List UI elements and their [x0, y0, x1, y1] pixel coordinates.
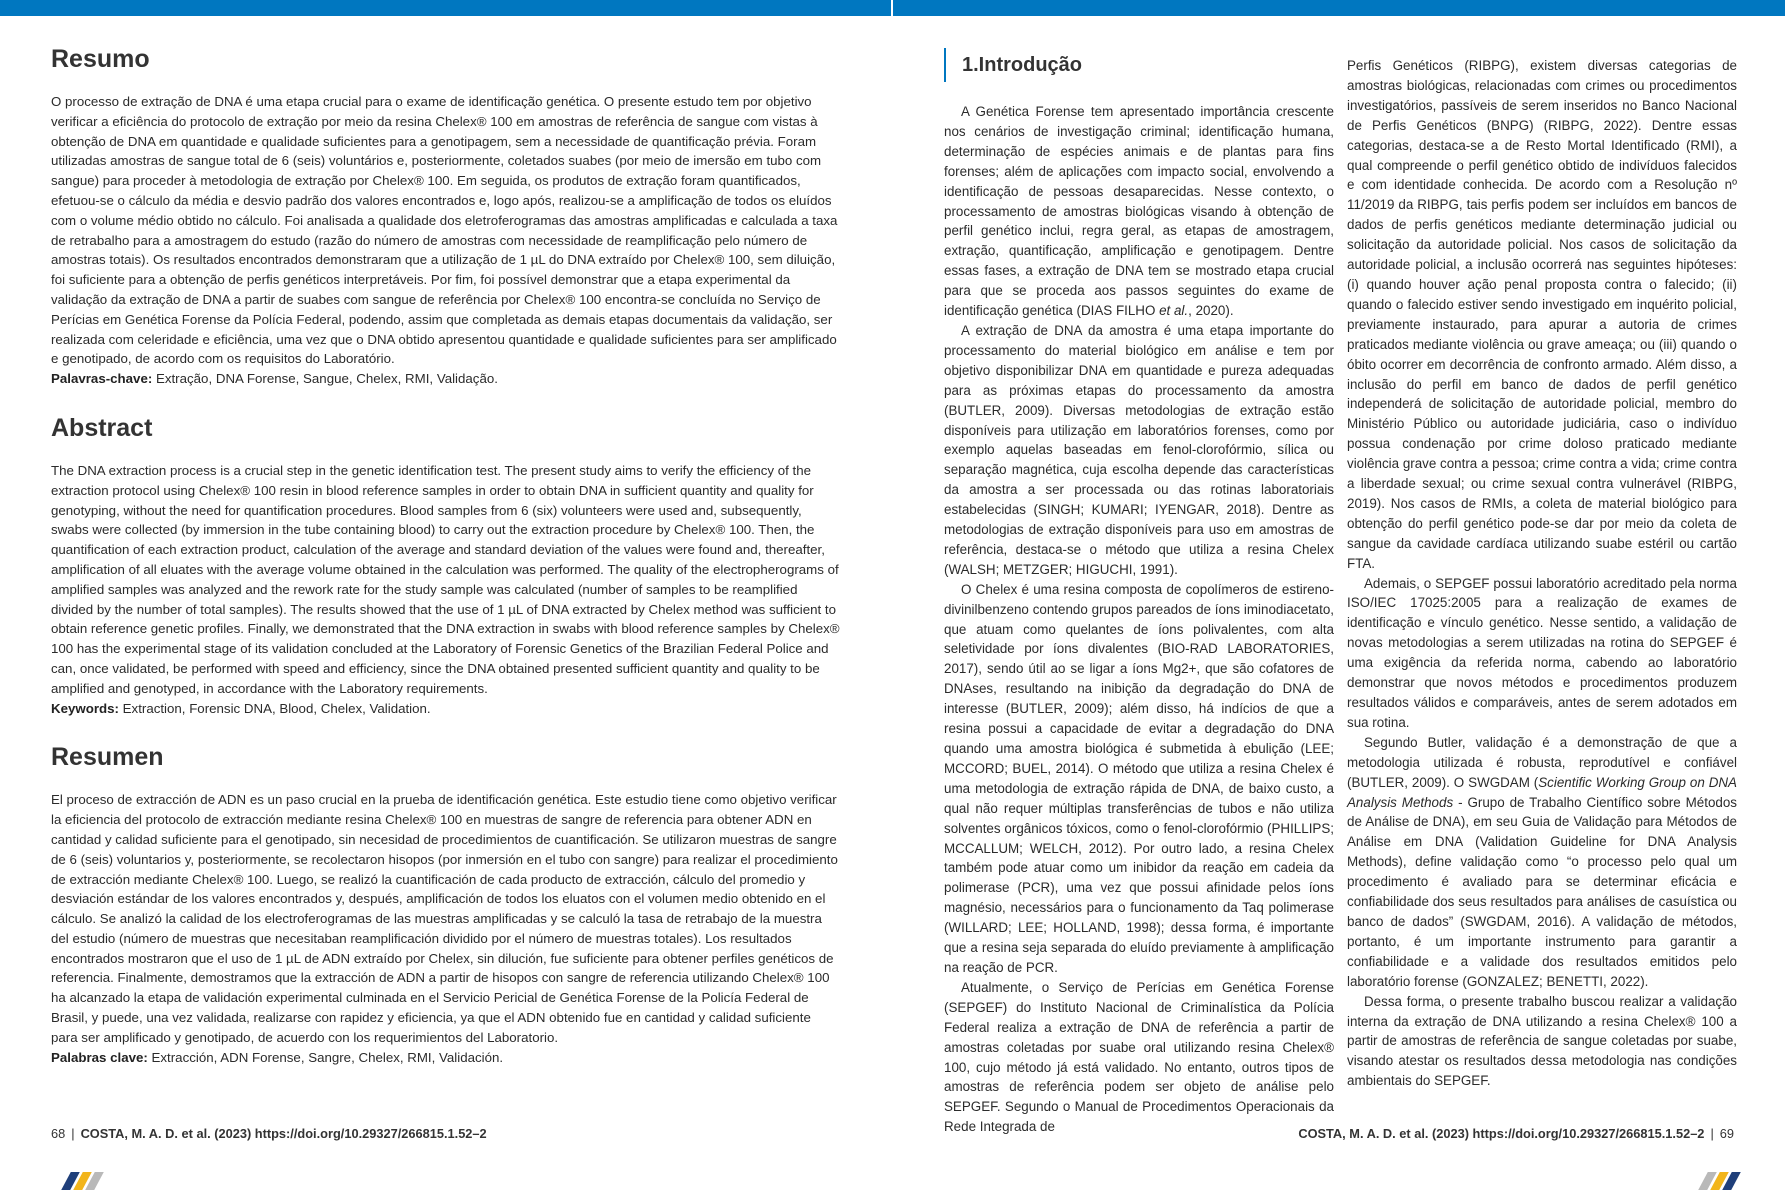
- abstract-body: The DNA extraction process is a crucial step in the genetic identification test. The present study aims to verify the efficiency of the extraction protocol using Chelex® 100 resin in blood reference samples in order to obtain DNA in sufficient quantity and quality for genotyping, without the need for quantification procedures. Blood samples from 6 (six) volunteers were used and, subsequently, swabs were collected (by immersion in the tube containing blood) to carry out the extraction procedure by Chelex® 100. Then, the quantification of each extraction product, calculation of the average and standard deviation of the values were found and, thereafter, amplification of all eluates with the average volume obtained in the calculation was performed. The quality of the electropherograms of amplified samples was analyzed and the rework rate for the study sample was calculated (number of samples to be reamplified divided by the number of total samples). The results showed that the use of 1 µL of DNA extracted by Chelex method was sufficient to obtain reference genetic profiles. Finally, we demonstrated that the DNA extraction in swabs with blood reference samples by Chelex® 100 has the experimental stage of its validation concluded at the Laboratory of Forensic Genetics of the Brazilian Federal Police and can, once validated, be performed with speed and efficiency, since the DNA obtained presented sufficient quantity and quality to be amplified and genotyped, in accordance with the Laboratory requirements.: [51, 462, 840, 696]
- resumo-keywords-value: Extração, DNA Forense, Sangue, Chelex, RMI, Validação.: [152, 371, 498, 387]
- intro-p7-text: Segundo Butler, validação é a demonstração de que a metodologia utilizada é robusta, reprodutível e confiável (BUTLER, 2009). O SWGDAM (: [1347, 734, 1737, 790]
- abstract-keywords-value: Extraction, Forensic DNA, Blood, Chelex, Validation.: [118, 700, 431, 716]
- resumen-keywords-label: Palabras clave:: [51, 1049, 148, 1065]
- resumen-keywords-value: Extracción, ADN Forense, Sangre, Chelex, RMI, Validación.: [147, 1049, 504, 1065]
- intro-paragraph-3: O Chelex é uma resina composta de copolímeros de estireno-divinilbenzeno contendo grupos pareados de íons iminodiacetato, que atuam como quelantes de íons polivalentes, com alta seletividade por íons divalentes (BIO-RAD LABORATORIES, 2017), sendo útil ao se ligar a íons Mg2+, que são cofatores de DNAses, resultando na inibição da degradação do DNA de interesse (BUTLER, 2009); além disso, há indícios de que a resina possui a capacidade de evitar a degradação do DNA quando uma amostra biológica é submetida à ebulição (LEE; MCCORD; BUEL, 2014). O método que utiliza a resina Chelex é uma metodologia de extração rápida de DNA, de baixo custo, a qual não requer múltiplas transferências de tubos e não utiliza solventes orgânicos tóxicos, como o fenol-clorofórmio (PHILLIPS; MCCALLUM; WELCH, 2012). Por outro lado, a resina Chelex também pode atuar como um inibidor da reação em cadeia da polimerase (PCR), uma vez que possui afinidade pelos íons magnésio, necessários para o funcionamento da Taq polimerase (WILLARD; LEE; HOLLAND, 1998); dessa forma, é importante que a resina seja separada do eluído previamente à amplificação na reação de PCR.: [944, 581, 1334, 975]
- intro-p1-text: A Genética Forense tem apresentado importância crescente nos cenários de investigação criminal; identificação humana, determinação de espécies animais e de plantas para fins forenses; além de aplicações com impacto social, envolvendo a identificação de pessoas desaparecidas. Nesse contexto, o processamento de amostras biológicas visando à obtenção de perfil genético inclui, regra geral, as etapas de amostragem, extração, quantificação, amplificação e genotipagem. Dentre essas fases, a extração de DNA tem se mostrado etapa crucial para que se proceda aos passos seguintes do exame de identificação genética (DIAS FILHO: [944, 104, 1334, 319]
- intro-p1-etal: et al.: [1159, 303, 1189, 319]
- resumo-body: O processo de extração de DNA é uma etapa crucial para o exame de identificação genética. O presente estudo tem por objetivo verificar a eficiência do protocolo de extração por meio da resina Chelex® 100 em amostras de referência de sangue com vistas à obtenção de DNA em quantidade e qualidade suficientes para a genotipagem, sem a necessidade de quantificação prévia. Foram utilizadas amostras de sangue total de 6 (seis) voluntários e, posteriormente, coletados suabes (por meio de imersão em tubo com sangue) para proceder à metodologia de extração por Chelex® 100. Em seguida, os produtos de extração foram quantificados, efetuou-se o cálculo da média e desvio padrão dos valores encontrados e, logo após, realizou-se a amplificação de todos os eluídos com o volume médio obtido no cálculo. Foi analisada a qualidade dos eletroferogramas das amostras amplificadas e calculada a taxa de retrabalho para a amostragem do estudo (razão do número de amostras com necessidade de reamplificação pelo número de amostras totais). Os resultados encontrados demonstraram que a utilização de 1 µL do DNA extraído por Chelex® 100, sem diluição, foi suficiente para a obtenção de perfis genéticos interpretáveis. Por fim, foi possível demonstrar que a etapa experimental da validação da extração de DNA a partir de suabes com sangue de referência por Chelex® 100 encontra-se concluída no Serviço de Perícias em Genética Forense da Polícia Federal, podendo, assim que completada as demais etapas documentais da validação, ser realizada com celeridade e eficiência, uma vez que o DNA obtido apresentou quantidade e qualidade suficientes para ser amplificado e genotipado, de acordo com os requisitos do Laboratório.: [51, 94, 838, 367]
- abstract-keywords: [51, 699, 841, 719]
- intro-column-1: [944, 48, 1334, 1137]
- page-number-right: 69: [1719, 1126, 1734, 1141]
- abstract-section: [51, 413, 841, 718]
- intro-title: 1.Introdução: [944, 48, 1334, 82]
- resumo-section: [51, 44, 841, 389]
- page-number-left: 68: [51, 1126, 66, 1141]
- intro-p1-tail: , 2020).: [1188, 303, 1234, 319]
- footer-citation-left[interactable]: COSTA, M. A. D. et al. (2023) https://doi.org/10.29327/266815.1.52–2: [80, 1126, 487, 1141]
- intro-p7-em: Scientific Working Group on DNA Analysis Methods: [1347, 774, 1737, 810]
- intro-p7-tail: - Grupo de Trabalho Científico sobre Métodos de Análise de DNA), em seu Guia de Validação para Métodos de Análise em DNA (Validation Guideline for DNA Analysis Methods), define validação como “o processo pelo qual um procedimento é avaliado para se determinar eficácia e confiabilidade dos seus resultados para análises de casuística ou banco de dados” (SWGDAM, 2016). A validação de métodos, portanto, é um importante instrumento para garantir a confiabilidade e a validade dos resultados emitidos pelo laboratório forense (GONZALEZ; BENETTI, 2022).: [1347, 794, 1737, 989]
- abstract-keywords-label: Keywords:: [51, 700, 119, 716]
- resumo-title: Resumo: [51, 45, 150, 73]
- resumo-keywords-label: Palavras-chave:: [51, 371, 153, 387]
- resumen-section: [51, 742, 841, 1067]
- left-page: [51, 44, 841, 1091]
- page-gutter: [891, 0, 893, 16]
- decorative-stripes-left: [62, 1172, 112, 1190]
- intro-paragraph-4: Atualmente, o Serviço de Perícias em Genética Forense (SEPGEF) do Instituto Nacional de Criminalística da Polícia Federal realiza a extração de DNA de referência a partir de amostras coletadas por suabe oral utilizando resina Chelex® 100, cujo método já está validado. No entanto, outros tipos de amostras de referência podem ser objeto de análise pelo SEPGEF. Segundo o Manual de Procedimentos Operacionais da Rede Integrada de: [944, 979, 1334, 1135]
- footer-right: [1298, 1126, 1734, 1141]
- intro-paragraph-1: [944, 102, 1334, 321]
- footer-citation-right[interactable]: COSTA, M. A. D. et al. (2023) https://doi.org/10.29327/266815.1.52–2: [1298, 1126, 1705, 1141]
- intro-paragraph-7: [1347, 733, 1737, 992]
- resumen-title: Resumen: [51, 743, 164, 772]
- footer-separator-right: |: [1710, 1126, 1714, 1141]
- intro-paragraph-5: Perfis Genéticos (RIBPG), existem diversas categorias de amostras biológicas, relacionadas com crimes ou procedimentos investigatórios, passíveis de serem inseridos no Banco Nacional de Perfis Genéticos (BNPG) (RIBPG, 2022). Dentre essas categorias, destaca-se a de Resto Mortal Identificado (RMI), a qual compreende o perfil genético obtido de indivíduos falecidos e com identidade conhecida. De acordo com a Resolução nº 11/2019 da RIBPG, tais perfis podem ser incluídos em bancos de dados de perfis genéticos mediante determinação judicial ou solicitação da autoridade policial. Nos casos de solicitação da autoridade policial, a inclusão ocorrerá nas seguintes hipóteses: (i) quando houver ação penal proposta contra o falecido; (ii) quando o falecido estiver sendo investigado em inquérito policial, previamente instaurado, para apurar a autoria de crimes praticados mediante violência ou grave ameaça; ou (iii) quando o óbito ocorrer em decorrência de confronto armado. Além disso, a inclusão do perfil em banco de dados de perfil genético independerá de solicitação de autoridade policial, membro do Ministério Público ou autoridade judiciária, caso o indivíduo possua condenação por crime doloso praticado mediante violência grave contra a pessoa; crime contra a vida; crime contra a liberdade sexual; ou crime sexual contra vulnerável (RIBPG, 2019). Nos casos de RMIs, a coleta de material biológico para obtenção do perfil genético pode-se dar por meio da coleta de sangue da cavidade cardíaca utilizando suabe estéril ou cartão FTA.: [1347, 58, 1737, 571]
- footer-left: [51, 1126, 487, 1141]
- resumo-keywords: [51, 369, 841, 389]
- intro-paragraph-2: A extração de DNA da amostra é uma etapa importante do processamento do material biológico em análise e tem por objetivo disponibilizar DNA em quantidade e pureza adequadas para as próximas etapas do processamento da amostra (BUTLER, 2009). Diversas metodologias de extração estão disponíveis para utilização em laboratórios forenses, como por exemplo aquelas baseadas em fenol-clorofórmio, sílica ou separação magnética, cuja escolha depende das características da amostra a ser processada ou das rotinas laboratoriais estabelecidas (SINGH; KUMARI; IYENGAR, 2018). Dentre as metodologias de extração disponíveis para uso em amostras de referência, destaca-se o método que utiliza a resina Chelex (WALSH; METZGER; HIGUCHI, 1991).: [944, 322, 1334, 577]
- footer-separator-left: |: [71, 1126, 75, 1141]
- intro-column-2: [1347, 56, 1737, 1091]
- abstract-title: Abstract: [51, 413, 153, 442]
- resumen-keywords: [51, 1048, 841, 1068]
- intro-paragraph-8: Dessa forma, o presente trabalho buscou realizar a validação interna da extração de DNA utilizando a resina Chelex® 100 a partir de amostras de referência de sangue coletadas por suabe, visando atestar os resultados dessa metodologia nas condições ambientais do SEPGEF.: [1347, 993, 1737, 1089]
- intro-paragraph-6: Ademais, o SEPGEF possui laboratório acreditado pela norma ISO/IEC 17025:2005 para a realização de exames de identificação e vínculo genético. Nesse sentido, a validação de novas metodologias a serem utilizadas na rotina do SEPGEF é uma exigência da referida norma, cabendo ao laboratório demonstrar que novos métodos e procedimentos produzem resultados válidos e comparáveis, antes de serem adotados em sua rotina.: [1347, 575, 1737, 730]
- resumen-body: El proceso de extracción de ADN es un paso crucial en la prueba de identificación genética. Este estudio tiene como objetivo verificar la eficiencia del protocolo de extracción mediante resina Chelex® 100 en muestras de sangre de referencia para obtener ADN en cantidad y calidad suficiente para el genotipado, sin necesidad de procedimientos de cuantificación. Se utilizaron muestras de sangre de 6 (seis) voluntarios y, posteriormente, se recolectaron hisopos (por inmersión en el tubo con sangre) para realizar el procedimiento de extracción mediante Chelex® 100. Luego, se realizó la cuantificación de cada producto de extracción, cálculo del promedio y desviación estándar de los valores encontrados y, después, amplificación de todos los eluatos con el volumen medio obtenido en el cálculo. Se analizó la calidad de los electroferogramas de las muestras amplificadas y se calculó la tasa de retrabajo de la muestra del estudio (número de muestras que necesitaban reamplificación dividido por el número de muestras totales). Los resultados encontrados mostraron que el uso de 1 µL de ADN extraído por Chelex, sin dilución, fue suficiente para obtener perfiles genéticos de referencia. Finalmente, demostramos que la extracción de ADN a partir de hisopos con sangre de referencia utilizando Chelex® 100 ha alcanzado la etapa de validación experimental culminada en el Servicio Pericial de Genética Forense de la Policía Federal de Brasil, y puede, una vez validada, realizarse con rapidez y eficiencia, ya que el ADN obtenido fue en cantidad y calidad suficiente para ser amplificado y genotipado, de acuerdo con los requerimientos del Laboratorio.: [51, 792, 838, 1045]
- decorative-stripes-right: [1699, 1172, 1749, 1190]
